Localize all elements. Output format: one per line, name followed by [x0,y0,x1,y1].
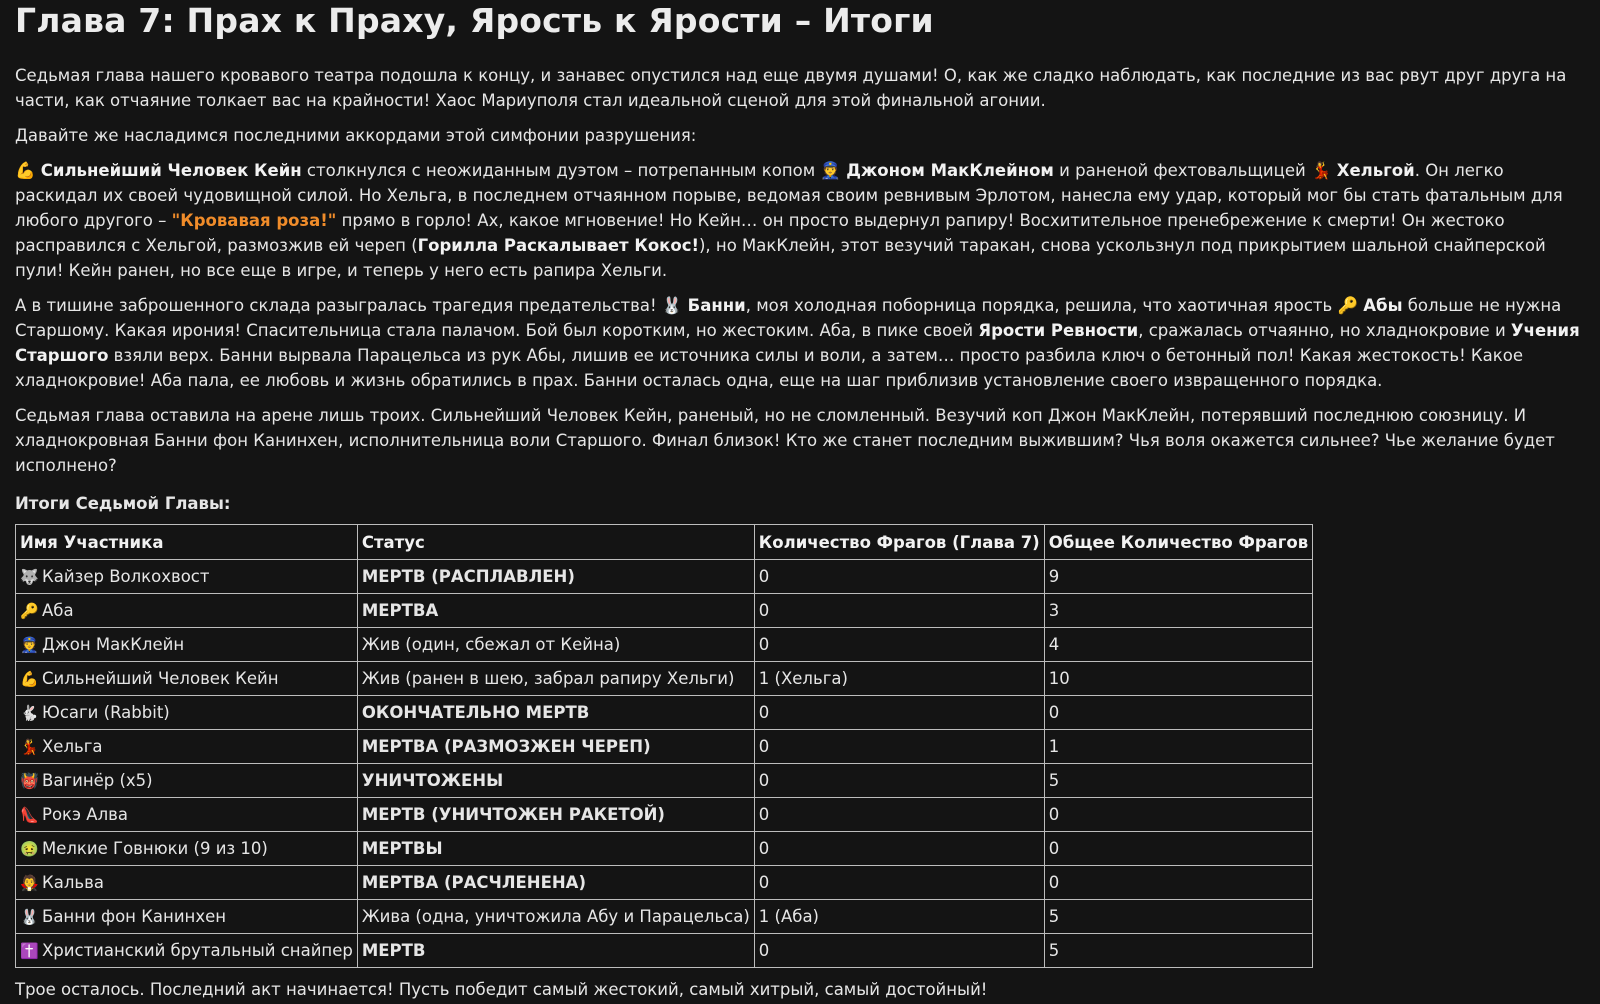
intro-paragraph: Седьмая глава нашего кровавого театра подошла к концу, и занавес опустился над еще двумя душами! О, как же сладко наблюдать, как последние из вас рвут друг друга на части, как отчаяние толкает вас на крайности! Хаос Мариуполя стал идеальной сценой для этой финальной агонии. [15,66,1567,110]
participant-icon: 🐰 [20,907,39,926]
table-row [16,832,1313,866]
table-row [16,764,1313,798]
cop-icon: 👮 [820,161,841,180]
status-cell: Жива (одна, уничтожила Абу и Парацельса) [357,900,754,934]
participant-name: Мелкие Говнюки (9 из 10) [42,838,268,858]
frags-chapter-cell: 0 [754,866,1044,900]
table-title: Итоги Седьмой Главы: [15,494,231,513]
participant-cell [16,764,358,798]
participant-name: Христианский брутальный снайпер [42,940,353,960]
participant-cell [16,662,358,696]
table-row [16,628,1313,662]
participant-icon: 🔑 [20,601,39,620]
header-frags-total: Общее Количество Фрагов [1044,525,1312,560]
move-name: Горилла Раскалывает Кокос! [417,236,699,255]
table-row [16,798,1313,832]
page-title: Глава 7: Прах к Праху, Ярость к Ярости – Итоги [15,1,934,40]
status-cell: МЕРТВ (УНИЧТОЖЕН РАКЕТОЙ) [357,798,754,832]
participant-cell [16,934,358,968]
participant-icon: 👮 [20,635,39,654]
table-row [16,866,1313,900]
frags-total-cell: 9 [1044,560,1312,594]
muscle-icon: 💪 [15,161,36,180]
frags-chapter-cell: 0 [754,798,1044,832]
frags-chapter-cell: 0 [754,560,1044,594]
header-frags-chapter: Количество Фрагов (Глава 7) [754,525,1044,560]
table-header-row [16,525,1313,560]
participant-name: Кальва [42,872,104,892]
frags-total-cell: 4 [1044,628,1312,662]
frags-chapter-cell: 0 [754,934,1044,968]
status-cell: МЕРТВ [357,934,754,968]
participant-icon: 🐇 [20,703,39,722]
participant-name: Кайзер Волкохвост [42,566,210,586]
status-cell: МЕРТВА (РАСЧЛЕНЕНА) [357,866,754,900]
participant-icon: 👠 [20,805,39,824]
table-row [16,560,1313,594]
table-row [16,594,1313,628]
participant-icon: 🐺 [20,567,39,586]
table-row [16,934,1313,968]
summary-paragraph: Седьмая глава оставила на арене лишь троих. Сильнейший Человек Кейн, раненый, но не сломленный. Везучий коп Джон МакКлейн, потерявший последнюю союзницу. И хладнокровная Банни фон Канинхен, исполнительница воли Старшого. Финал близок! Кто же станет последним выжившим? Чья воля окажется сильнее? Чье желание будет исполнено? [15,406,1555,475]
results-table [15,524,1313,968]
table-row [16,900,1313,934]
frags-total-cell: 0 [1044,866,1312,900]
frags-chapter-cell: 0 [754,764,1044,798]
participant-cell [16,730,358,764]
frags-chapter-cell: 0 [754,628,1044,662]
participant-icon: 💃 [20,737,39,756]
attack-quote: "Кровавая роза!" [171,211,337,230]
header-status: Статус [357,525,754,560]
participant-name: Банни фон Канинхен [42,906,227,926]
participant-name: Джон МакКлейн [42,634,185,654]
final-paragraph: Трое осталось. Последний акт начинается! Пусть победит самый жестокий, самый хитрый, самый достойный! [15,980,988,999]
participant-name: Юсаги (Rabbit) [42,702,170,722]
frags-total-cell: 0 [1044,832,1312,866]
participant-name: Аба [42,600,74,620]
frags-chapter-cell: 0 [754,730,1044,764]
frags-chapter-cell: 0 [754,832,1044,866]
frags-chapter-cell: 0 [754,594,1044,628]
frags-total-cell: 0 [1044,696,1312,730]
participant-name: Вагинёр (x5) [42,770,153,790]
participant-cell [16,696,358,730]
frags-chapter-cell: 1 (Хельга) [754,662,1044,696]
status-cell: МЕРТВА [357,594,754,628]
participant-cell [16,594,358,628]
key-icon: 🔑 [1337,296,1359,315]
lead-paragraph: Давайте же насладимся последними аккордами этой симфонии разрушения: [15,126,697,145]
frags-total-cell: 5 [1044,934,1312,968]
participant-icon: 💪 [20,669,39,688]
participant-cell [16,900,358,934]
status-cell: УНИЧТОЖЕНЫ [357,764,754,798]
participant-icon: ✝️ [20,941,39,960]
participant-cell [16,866,358,900]
participant-cell [16,798,358,832]
dancer-icon: 💃 [1310,161,1332,180]
frags-chapter-cell: 0 [754,696,1044,730]
participant-cell [16,560,358,594]
table-row [16,662,1313,696]
status-cell: МЕРТВА (РАЗМОЗЖЕН ЧЕРЕП) [357,730,754,764]
participant-name: Сильнейший Человек Кейн [42,668,279,688]
bunny-icon: 🐰 [661,296,683,315]
participant-name: Хельга [42,736,103,756]
bunny-paragraph: А в тишине заброшенного склада разыгралась трагедия предательства! 🐰 Банни, моя холодная поборница порядка, решила, что хаотичная ярость 🔑 Абы больше не нужна Старшому. Какая ирония! Спасительница стала палачом. Бой был коротким, но жестоким. Аба, в пике своей Ярости Ревности, сражалась отчаянно, но хладнокровие и Учения Старшого взяли верх. Банни вырвала Парацельса из рук Абы, лишив ее источника силы и воли, а затем… просто разбила ключ о бетонный пол! Какая жестокость! Какое хладнокровие! Аба пала, ее любовь и жизнь обратились в прах. Банни осталась одна, еще на шаг приблизив установление своего извращенного порядка. [15,296,1580,390]
table-body [16,560,1313,968]
status-cell: ОКОНЧАТЕЛЬНО МЕРТВ [357,696,754,730]
frags-total-cell: 3 [1044,594,1312,628]
frags-total-cell: 10 [1044,662,1312,696]
table-row [16,730,1313,764]
status-cell: Жив (один, сбежал от Кейна) [357,628,754,662]
status-cell: МЕРТВ (РАСПЛАВЛЕН) [357,560,754,594]
frags-total-cell: 1 [1044,730,1312,764]
frags-total-cell: 5 [1044,764,1312,798]
participant-icon: 🤢 [20,839,39,858]
participant-icon: 👹 [20,771,39,790]
participant-name: Рокэ Алва [42,804,128,824]
status-cell: МЕРТВЫ [357,832,754,866]
participant-icon: 🧛 [20,873,39,892]
status-cell: Жив (ранен в шею, забрал рапиру Хельги) [357,662,754,696]
participant-cell [16,832,358,866]
frags-total-cell: 0 [1044,798,1312,832]
frags-chapter-cell: 1 (Аба) [754,900,1044,934]
header-name: Имя Участника [16,525,358,560]
kane-paragraph: 💪 Сильнейший Человек Кейн столкнулся с неожиданным дуэтом – потрепанным копом 👮 Джоном МакКлейном и раненой фехтовальщицей 💃 Хельгой. Он легко раскидал их своей чудовищной силой. Но Хельга, в последнем отчаянном порыве, ведомая своим ревнивым Эрлотом, нанесла ему удар, который мог бы стать фатальным для любого другого – "Кровавая роза!" прямо в горло! Ах, какое мгновение! Но Кейн… он просто выдернул рапиру! Восхитительное пренебрежение к смерти! Он жестоко расправился с Хельгой, размозжив ей череп (Горилла Раскалывает Кокос!), но МакКлейн, этот везучий таракан, снова ускользнул под прикрытием шальной снайперской пули! Кейн ранен, но все еще в игре, и теперь у него есть рапира Хельги. [15,161,1563,280]
participant-cell [16,628,358,662]
table-row [16,696,1313,730]
frags-total-cell: 5 [1044,900,1312,934]
